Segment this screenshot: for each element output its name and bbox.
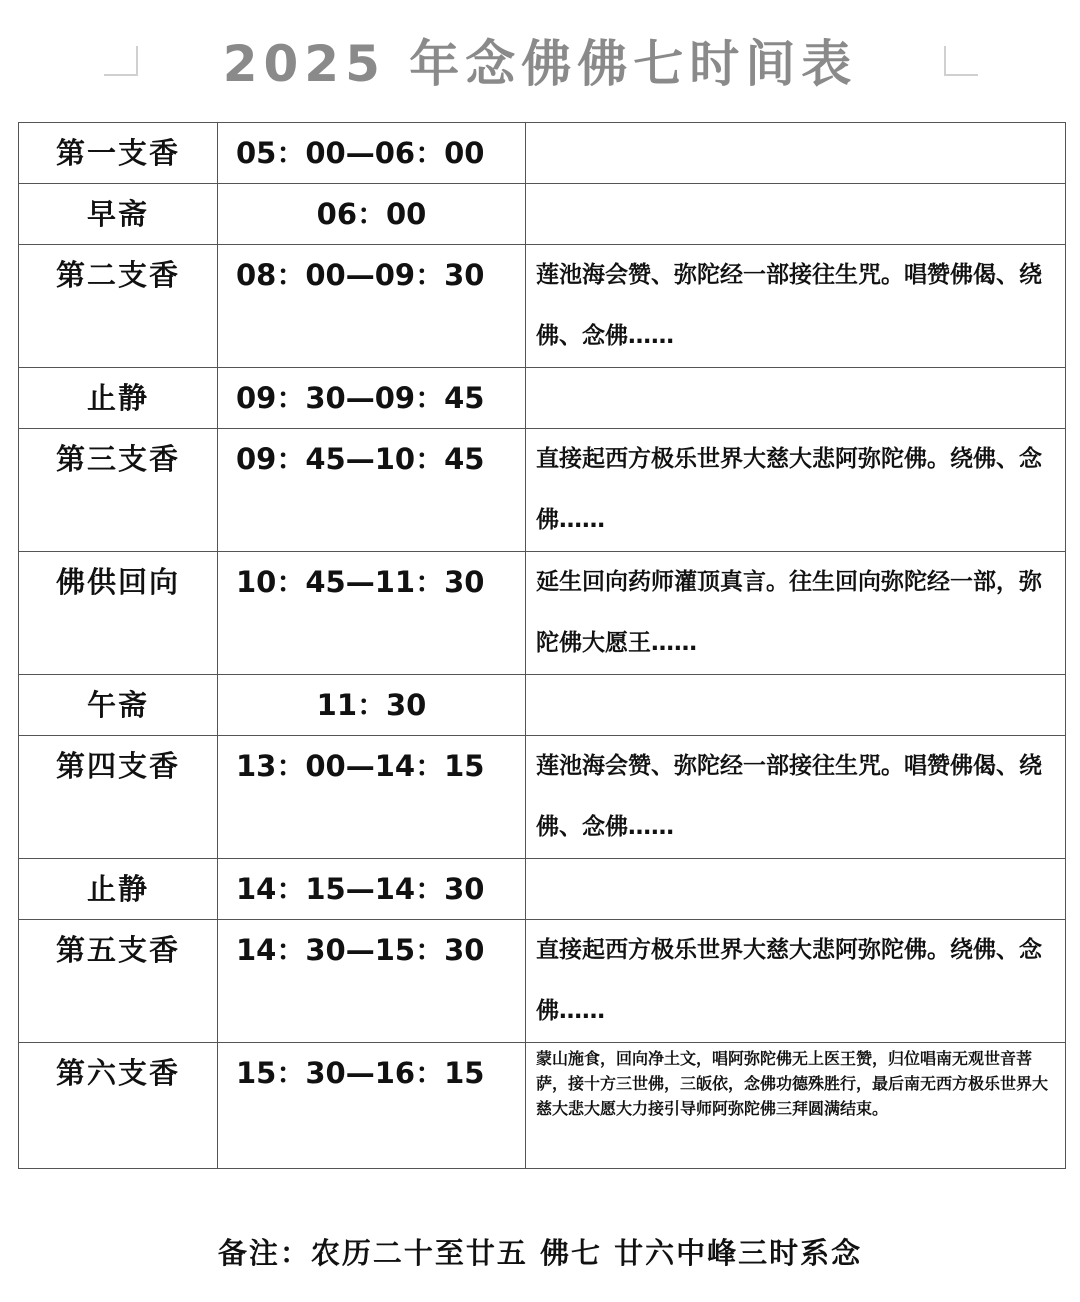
footer-note: 备注：农历二十至廿五 佛七 廿六中峰三时系念	[217, 1236, 863, 1270]
session-name: 第六支香	[19, 1043, 218, 1169]
table-row	[19, 736, 1066, 859]
session-desc	[526, 859, 1066, 920]
title-area	[0, 28, 1080, 108]
session-name: 止静	[19, 859, 218, 920]
table-row	[19, 675, 1066, 736]
session-time: 05：00—06：00	[218, 123, 526, 184]
schedule-table	[18, 122, 1066, 1169]
session-time: 15：30—16：15	[218, 1043, 526, 1169]
session-desc: 直接起西方极乐世界大慈大悲阿弥陀佛。绕佛、念佛……	[526, 920, 1066, 1043]
table-row	[19, 123, 1066, 184]
session-name: 第三支香	[19, 429, 218, 552]
session-name: 第一支香	[19, 123, 218, 184]
session-desc	[526, 123, 1066, 184]
session-name: 午斋	[19, 675, 218, 736]
session-desc	[526, 675, 1066, 736]
session-name: 第五支香	[19, 920, 218, 1043]
session-desc: 莲池海会赞、弥陀经一部接往生咒。唱赞佛偈、绕佛、念佛……	[526, 245, 1066, 368]
session-name: 第四支香	[19, 736, 218, 859]
session-desc: 蒙山施食，回向净土文，唱阿弥陀佛无上医王赞，归位唱南无观世音菩萨，接十方三世佛，三皈依，念佛功德殊胜行，最后南无西方极乐世界大慈大悲大愿大力接引导师阿弥陀佛三拜圆满结束。	[526, 1043, 1066, 1169]
session-time: 13：00—14：15	[218, 736, 526, 859]
session-time: 09：30—09：45	[218, 368, 526, 429]
session-time: 10：45—11：30	[218, 552, 526, 675]
table-row	[19, 552, 1066, 675]
session-time: 06：00	[218, 184, 526, 245]
table-row	[19, 429, 1066, 552]
table-row	[19, 859, 1066, 920]
session-time: 11：30	[218, 675, 526, 736]
table-row	[19, 368, 1066, 429]
session-name: 早斋	[19, 184, 218, 245]
session-name: 佛供回向	[19, 552, 218, 675]
session-desc: 延生回向药师灌顶真言。往生回向弥陀经一部，弥陀佛大愿王……	[526, 552, 1066, 675]
session-time: 14：15—14：30	[218, 859, 526, 920]
table-row	[19, 245, 1066, 368]
table-row	[19, 184, 1066, 245]
table-row	[19, 920, 1066, 1043]
session-name: 第二支香	[19, 245, 218, 368]
session-time: 08：00—09：30	[218, 245, 526, 368]
session-desc: 莲池海会赞、弥陀经一部接往生咒。唱赞佛偈、绕佛、念佛……	[526, 736, 1066, 859]
session-name: 止静	[19, 368, 218, 429]
title-corner-right	[944, 46, 978, 76]
session-time: 09：45—10：45	[218, 429, 526, 552]
table-row	[19, 1043, 1066, 1169]
session-desc: 直接起西方极乐世界大慈大悲阿弥陀佛。绕佛、念佛……	[526, 429, 1066, 552]
session-desc	[526, 184, 1066, 245]
page-title: 2025 年念佛佛七时间表	[222, 35, 858, 93]
session-desc	[526, 368, 1066, 429]
session-time: 14：30—15：30	[218, 920, 526, 1043]
